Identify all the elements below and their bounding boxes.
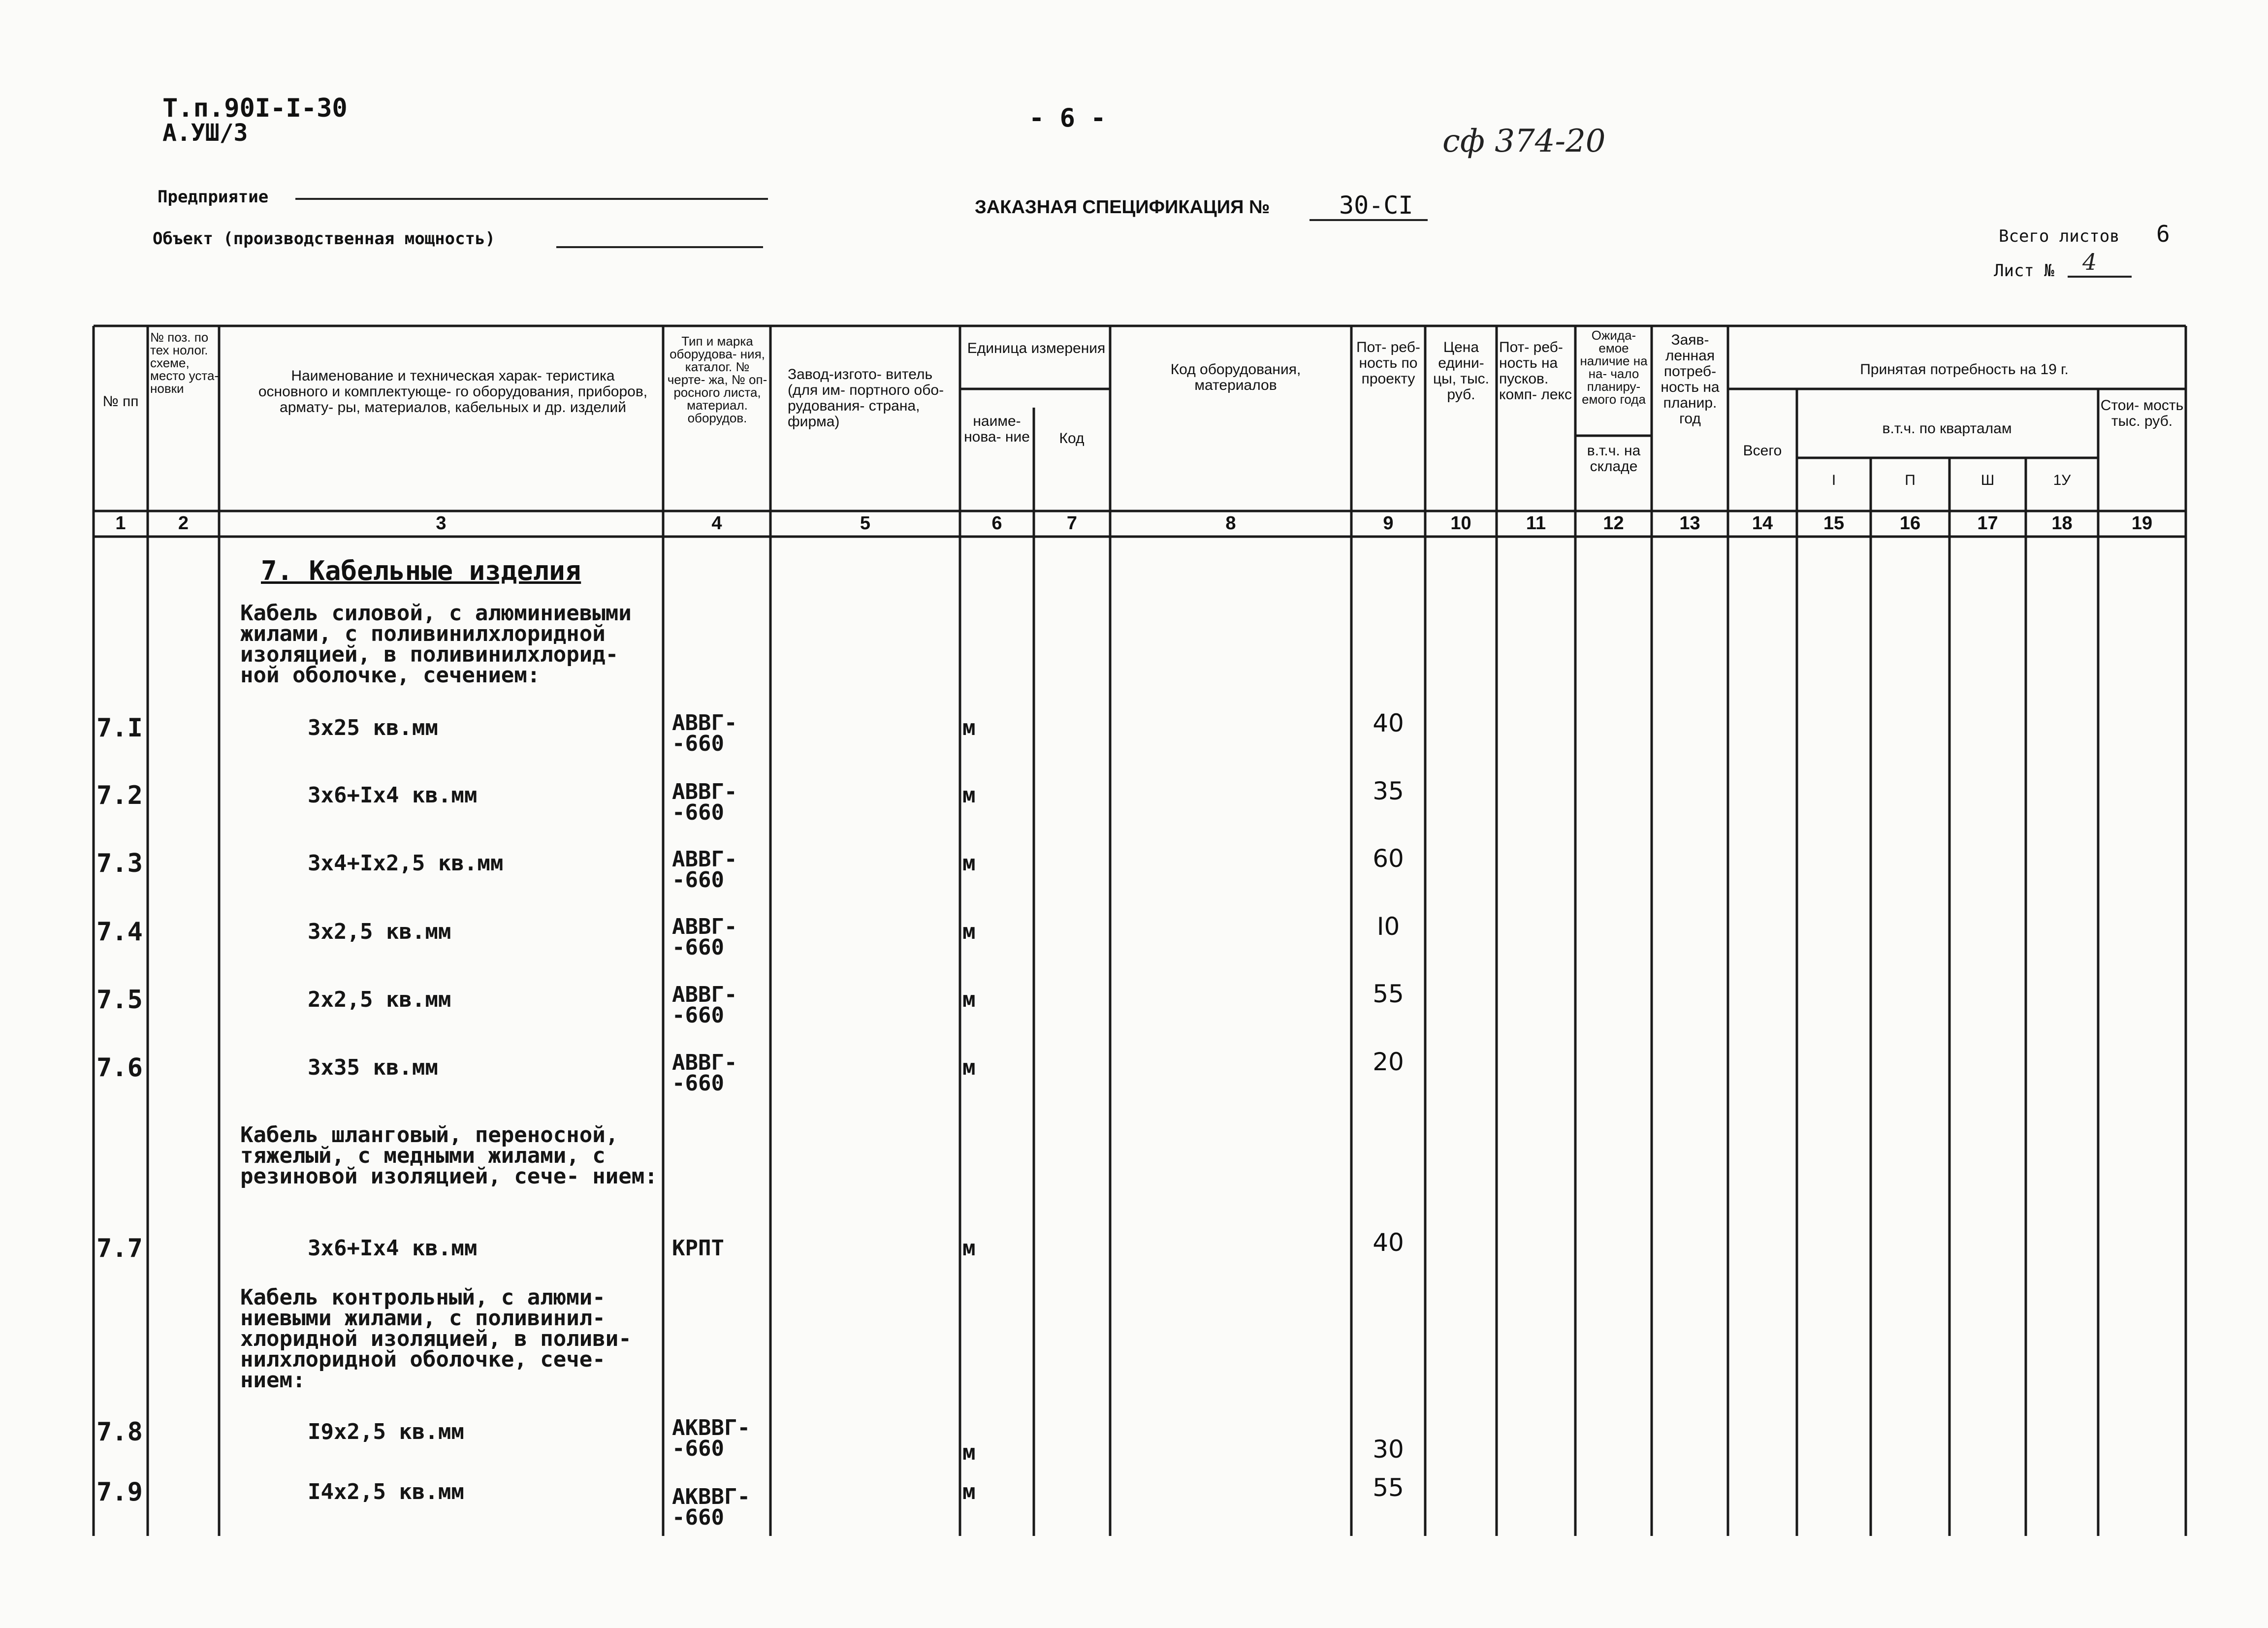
row-number: 7.3 bbox=[96, 849, 143, 878]
object-label: Объект (производственная мощность) bbox=[153, 229, 495, 249]
row-type: КРПТ bbox=[672, 1236, 724, 1261]
col-header-q2: П bbox=[1905, 472, 1916, 488]
col-header-13: Заяв- ленная потреб- ность на планир. год bbox=[1661, 332, 1720, 427]
col-header-quarters: в.т.ч. по кварталам bbox=[1882, 420, 2012, 437]
row-name: I9х2,5 кв.мм bbox=[308, 1419, 464, 1444]
row-qty: I0 bbox=[1376, 912, 1400, 941]
section-title: 7. Кабельные изделия bbox=[261, 555, 581, 586]
row-name: 3х6+Iх4 кв.мм bbox=[308, 783, 478, 808]
row-unit: м bbox=[962, 1055, 976, 1080]
row-qty: 40 bbox=[1373, 709, 1404, 737]
doc-code-line2: А.УШ/3 bbox=[162, 119, 248, 147]
total-sheets: 6 bbox=[2156, 221, 2170, 247]
row-number: 7.I bbox=[96, 713, 143, 743]
col-header-4: Тип и марка оборудова- ния, каталог. № черте- жа, № оп- росного листа, материал. оборудов. bbox=[667, 334, 767, 425]
row-name: 3х4+Iх2,5 кв.мм bbox=[308, 851, 504, 876]
row-unit: м bbox=[962, 1440, 976, 1465]
object-line bbox=[556, 246, 763, 248]
spec-number: 30-СI bbox=[1339, 191, 1413, 220]
row-unit: м bbox=[962, 987, 976, 1012]
page-number: - 6 - bbox=[1029, 103, 1106, 133]
row-number: 7.2 bbox=[96, 781, 143, 810]
row-name: 3х6+Iх4 кв.мм bbox=[308, 1236, 478, 1261]
row-type: АВВГ- -660 bbox=[672, 710, 737, 756]
col-number-16: 16 bbox=[1899, 513, 1921, 534]
row-number: 7.7 bbox=[96, 1234, 143, 1263]
row-qty: 35 bbox=[1373, 777, 1404, 805]
col-header-3: Наименование и техническая харак- теристика основного и комплектующе- го оборудования, приборов, армату- ры, материалов, кабельных и др. изделий bbox=[258, 368, 648, 415]
col-header-accepted: Принятая потребность на 19 г. bbox=[1860, 361, 2069, 378]
row-number: 7.4 bbox=[96, 917, 143, 947]
col-header-5: Завод-изгото- витель (для им- портного обо- рудования- страна, фирма) bbox=[788, 366, 944, 430]
row-type: АВВГ- -660 bbox=[672, 982, 737, 1028]
row-unit: м bbox=[962, 1479, 976, 1504]
col-header-12-top: Ожида- емое наличие на на- чало планиру- емого года bbox=[1580, 328, 1648, 407]
row-qty: 60 bbox=[1373, 844, 1404, 873]
row-qty: 40 bbox=[1373, 1228, 1404, 1257]
handwritten-code: сф 374-20 bbox=[1442, 123, 1606, 160]
col-number-10: 10 bbox=[1450, 513, 1471, 534]
col-number-18: 18 bbox=[2051, 513, 2073, 534]
row-type: АВВГ- -660 bbox=[672, 847, 737, 893]
row-type: АВВГ- -660 bbox=[672, 1050, 737, 1096]
col-number-13: 13 bbox=[1679, 513, 1700, 534]
col-header-12-bottom: в.т.ч. на складе bbox=[1587, 443, 1641, 475]
enterprise-line bbox=[295, 198, 768, 200]
row-name: I4х2,5 кв.мм bbox=[308, 1479, 464, 1504]
row-name: 3х25 кв.мм bbox=[308, 715, 438, 740]
row-qty: 30 bbox=[1373, 1435, 1404, 1464]
row-name: 3х2,5 кв.мм bbox=[308, 919, 451, 944]
col-header-1: № пп bbox=[102, 393, 139, 410]
col-number-14: 14 bbox=[1752, 513, 1773, 534]
col-number-8: 8 bbox=[1225, 513, 1236, 534]
col-number-5: 5 bbox=[860, 513, 871, 534]
col-header-8: Код оборудования, материалов bbox=[1170, 361, 1301, 393]
group-description-power-cable: Кабель силовой, с алюминиевыми жилами, с поливинилхлоридной изоляцией, в поливинилхлорид- ной оболочке, сечением: bbox=[240, 601, 632, 688]
col-number-9: 9 bbox=[1383, 513, 1394, 534]
col-header-11: Пот- реб- ность на пусков. комп- лекс bbox=[1499, 339, 1572, 403]
row-name: 3х35 кв.мм bbox=[308, 1055, 438, 1080]
col-number-2: 2 bbox=[178, 513, 189, 534]
col-number-15: 15 bbox=[1823, 513, 1845, 534]
row-unit: м bbox=[962, 851, 976, 876]
col-header-unit-group: Единица измерения bbox=[967, 340, 1106, 356]
sheet-number: 4 bbox=[2082, 249, 2097, 275]
sheet-number-line bbox=[2068, 276, 2132, 278]
row-name: 2х2,5 кв.мм bbox=[308, 987, 451, 1012]
row-unit: м bbox=[962, 919, 976, 944]
col-header-19: Стои- мость тыс. руб. bbox=[2100, 397, 2184, 429]
col-header-q1: I bbox=[1831, 472, 1836, 488]
row-qty: 55 bbox=[1373, 980, 1404, 1008]
col-header-10: Цена едини- цы, тыс. руб. bbox=[1433, 339, 1490, 403]
row-type: АВВГ- -660 bbox=[672, 779, 737, 825]
col-header-7: Код bbox=[1059, 430, 1085, 447]
group-description-control-cable: Кабель контрольный, с алюми- ниевыми жилами, с поливинил- хлоридной изоляцией, в поливи- нилхлоридной оболочке, сече- нием: bbox=[240, 1285, 632, 1393]
doc-code-line1: Т.п.90I-I-30 bbox=[162, 94, 348, 123]
row-number: 7.9 bbox=[96, 1477, 143, 1507]
sheet-label: Лист № bbox=[1994, 261, 2054, 281]
col-number-3: 3 bbox=[436, 513, 447, 534]
col-header-q4: 1У bbox=[2053, 472, 2071, 488]
col-header-6: наиме- нова- ние bbox=[964, 413, 1030, 445]
spec-number-line bbox=[1310, 219, 1428, 221]
col-number-12: 12 bbox=[1603, 513, 1624, 534]
row-qty: 20 bbox=[1373, 1048, 1404, 1076]
row-unit: м bbox=[962, 1236, 976, 1261]
spec-title: ЗАКАЗНАЯ СПЕЦИФИКАЦИЯ № bbox=[975, 197, 1270, 218]
col-header-14: Всего bbox=[1743, 443, 1782, 459]
row-qty: 55 bbox=[1373, 1473, 1404, 1502]
group-description-hose-cable: Кабель шланговый, переносной, тяжелый, с медными жилами, с резиновой изоляцией, сече- нием: bbox=[240, 1122, 658, 1189]
row-number: 7.5 bbox=[96, 985, 143, 1015]
col-number-4: 4 bbox=[711, 513, 722, 534]
row-unit: м bbox=[962, 783, 976, 808]
row-unit: м bbox=[962, 715, 976, 740]
row-type: АКВВГ- -660 bbox=[672, 1484, 750, 1530]
row-type: АВВГ- -660 bbox=[672, 914, 737, 960]
col-number-6: 6 bbox=[991, 513, 1002, 534]
col-header-q3: Ш bbox=[1981, 472, 1995, 488]
row-number: 7.6 bbox=[96, 1053, 143, 1083]
col-number-17: 17 bbox=[1977, 513, 1998, 534]
total-sheets-label: Всего листов bbox=[1999, 226, 2120, 246]
col-number-7: 7 bbox=[1066, 513, 1078, 534]
enterprise-label: Предприятие bbox=[158, 187, 269, 207]
col-number-19: 19 bbox=[2131, 513, 2153, 534]
col-number-1: 1 bbox=[115, 513, 126, 534]
row-type: АКВВГ- -660 bbox=[672, 1415, 750, 1461]
col-header-9: Пот- реб- ность по проекту bbox=[1356, 339, 1420, 387]
col-number-11: 11 bbox=[1526, 513, 1546, 534]
col-header-2: № поз. по тех нолог. схеме, место уста- новки bbox=[150, 330, 219, 396]
row-number: 7.8 bbox=[96, 1417, 143, 1447]
